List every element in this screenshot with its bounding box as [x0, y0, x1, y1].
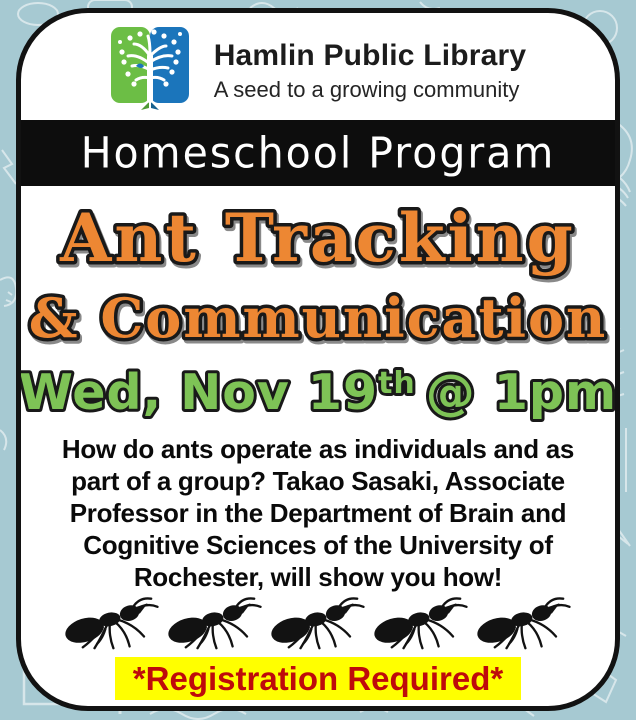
ant-icon — [63, 593, 162, 653]
library-logo-header — [21, 26, 615, 114]
event-title-line2-text: & Communication — [28, 286, 608, 350]
ant-icon — [372, 593, 471, 653]
ant-icon — [269, 593, 368, 653]
event-date: Wed, Nov 19 — [18, 364, 379, 421]
description-line: Cognitive Sciences of the University of — [83, 530, 553, 560]
flyer-card — [16, 8, 620, 711]
description-line: How do ants operate as individuals and as — [61, 434, 575, 464]
registration-label: *Registration Required* — [115, 657, 521, 700]
registration-banner — [21, 657, 615, 700]
ant-row-divider — [21, 593, 615, 653]
event-date-ordinal: th — [378, 366, 416, 401]
library-tagline: A seed to a growing community — [213, 76, 520, 102]
event-title-line1-text: Ant Tracking — [60, 199, 576, 277]
library-logo-icon — [110, 26, 190, 114]
program-banner — [16, 120, 620, 186]
svg-text:Wed, Nov 19th@ 1pm — [19, 364, 617, 421]
description-line: Rochester, will show you how! — [133, 562, 503, 592]
ant-icon — [475, 593, 574, 653]
event-title-line1 — [21, 193, 615, 287]
event-description — [29, 433, 607, 593]
event-time: @ 1pm — [425, 364, 618, 421]
library-logo-text — [214, 38, 527, 103]
event-datetime — [18, 353, 618, 433]
description-line: Professor in the Department of Brain and — [69, 498, 567, 528]
library-name: Hamlin Public Library — [213, 38, 527, 72]
program-banner-label: Homeschool Program — [80, 127, 556, 179]
event-title-line2 — [21, 279, 615, 359]
ant-icon — [166, 593, 265, 653]
description-line: part of a group? Takao Sasaki, Associate — [71, 466, 565, 496]
